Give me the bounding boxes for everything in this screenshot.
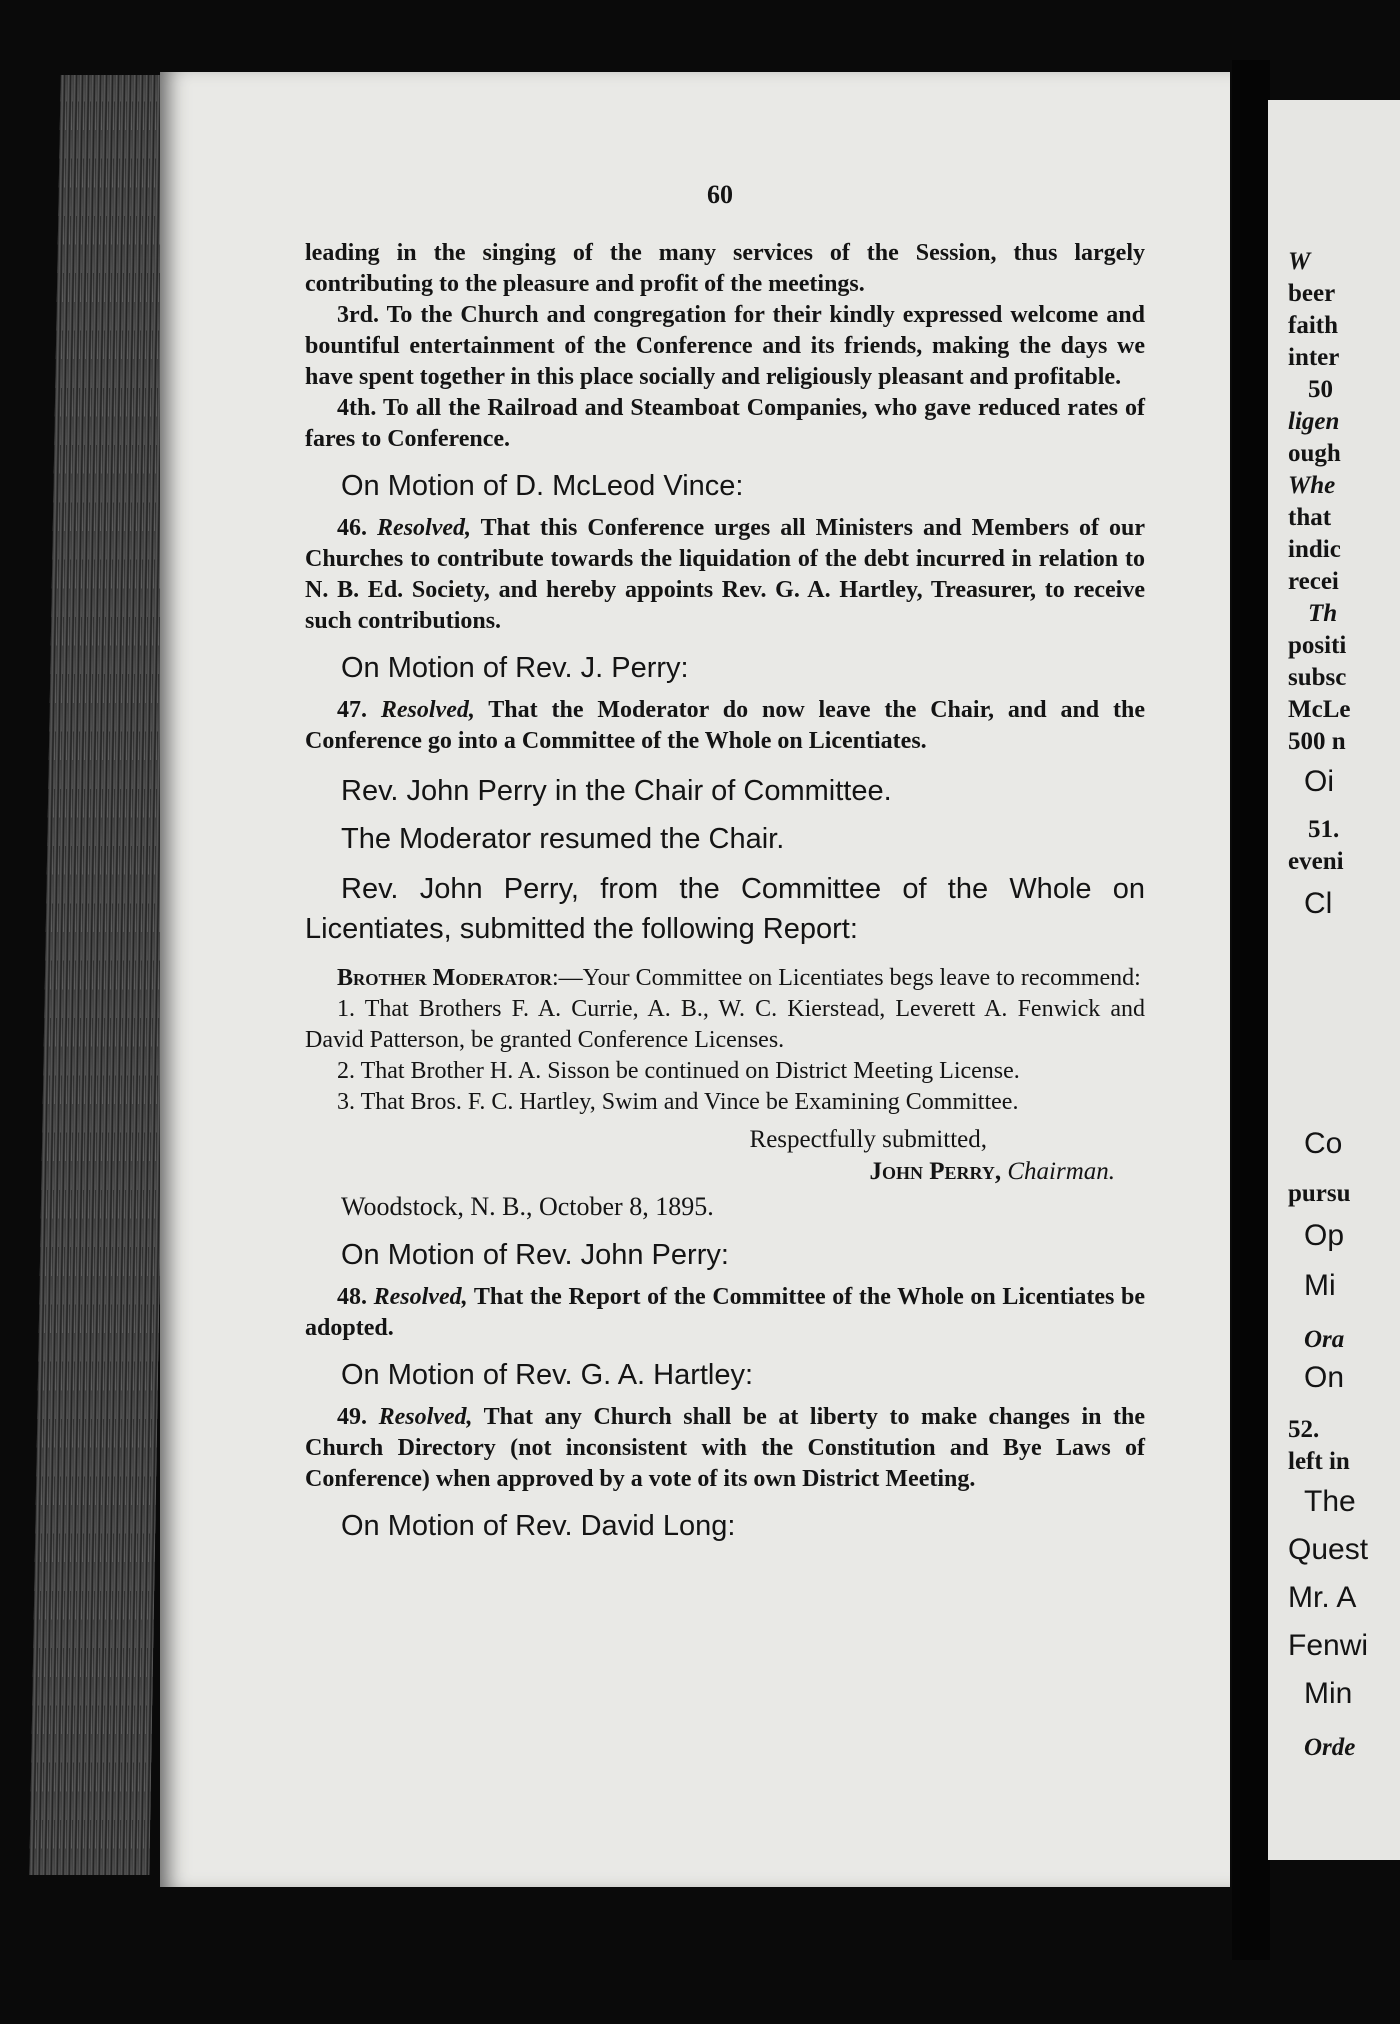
resolved-word: Resolved, (373, 1284, 468, 1310)
motion-heading-perry: On Motion of Rev. J. Perry: (341, 652, 689, 684)
fragment: left in (1288, 1448, 1350, 1475)
report-item-3: 3. That Bros. F. C. Hartley, Swim and Vince be Examining Committee. (337, 1089, 1019, 1115)
page-text (305, 238, 1145, 1553)
fragment: ough (1288, 440, 1341, 467)
resolution-number: 48. (337, 1284, 367, 1310)
fragment: Min (1304, 1677, 1353, 1710)
fragment: Oi (1304, 765, 1334, 798)
fragment: that (1288, 504, 1332, 531)
fragment: W (1288, 248, 1311, 275)
fragment: eveni (1288, 848, 1344, 875)
fragment: Whe (1288, 472, 1336, 499)
resolution-text: That the Report of the Committee of the Whole on Licentiates be adopted. (305, 1284, 1145, 1341)
fragment: Mr. A (1288, 1581, 1357, 1614)
fragment: On (1304, 1361, 1345, 1394)
fragment: positi (1288, 632, 1347, 659)
chair-of-committee: Rev. John Perry in the Chair of Committee. (341, 775, 892, 807)
motion-heading-john-perry: On Motion of Rev. John Perry: (341, 1239, 729, 1271)
fragment: subsc (1288, 664, 1347, 691)
fragment: The (1304, 1485, 1356, 1518)
book-page-edges (29, 75, 180, 1875)
fragment: Cl (1304, 887, 1333, 920)
resolution-number: 49. (337, 1404, 367, 1430)
resolution-46 (305, 513, 1145, 637)
respectfully-submitted: Respectfully submitted, (749, 1126, 987, 1153)
fragment: Quest (1288, 1533, 1369, 1566)
resolution-text: That the Moderator do now leave the Chair, and and the Conference go into a Committee of the Whole on Licentiates. (305, 697, 1145, 754)
paragraph-intro: leading in the singing of the many services of the Session, thus largely contributing to the pleasure and profit of the meetings. (305, 240, 1145, 297)
fragment: Fenwi (1288, 1629, 1369, 1662)
resolution-48 (305, 1282, 1145, 1344)
fragment: Ora (1304, 1326, 1345, 1353)
fragment: Op (1304, 1219, 1345, 1252)
fragment: Th (1308, 600, 1338, 627)
paragraph-third-thanks: 3rd. To the Church and congregation for their kindly expressed welcome and bountiful entertainment of the Conference and its friends, making the days we have spent together in this place socially and religiously pleasant and profitable. (305, 302, 1145, 390)
resolved-word: Resolved, (377, 515, 472, 541)
fragment: 500 n (1288, 728, 1346, 755)
resolution-47 (305, 695, 1145, 757)
fragment: Orde (1304, 1734, 1356, 1761)
fragment: recei (1288, 568, 1339, 595)
motion-heading-long: On Motion of Rev. David Long: (341, 1510, 736, 1542)
fragment: Co (1304, 1127, 1343, 1160)
report-opening-text: :—Your Committee on Licentiates begs leave to recommend: (552, 965, 1141, 991)
right-page-fragment (1268, 100, 1400, 1860)
resolution-text: That any Church shall be at liberty to make changes in the Church Directory (not inconsistent with the Constitution and Bye Laws of Conference) when approved by a vote of its own District Meeting. (305, 1404, 1145, 1492)
page-number: 60 (707, 180, 733, 209)
report-salutation: Brother Moderator (337, 965, 553, 991)
fragment: Mi (1304, 1269, 1336, 1302)
resolution-number: 46. (337, 515, 367, 541)
resolved-word: Resolved, (378, 1404, 473, 1430)
perry-report-heading: Rev. John Perry, from the Committee of the Whole on Licentiates, submitted the following Report: (305, 873, 1145, 945)
paragraph-fourth-thanks: 4th. To all the Railroad and Steamboat Companies, who gave reduced rates of fares to Conference. (305, 395, 1145, 452)
fragment: faith (1288, 312, 1338, 339)
fragment: beer (1288, 280, 1336, 307)
moderator-resumed: The Moderator resumed the Chair. (341, 823, 785, 855)
resolution-text: That this Conference urges all Ministers and Members of our Churches to contribute towards the liquidation of the debt incurred in relation to N. B. Ed. Society, and hereby appoints Rev. G. A. Hartley, Treasurer, to receive such contributions. (305, 515, 1145, 634)
motion-heading-vince: On Motion of D. McLeod Vince: (341, 470, 744, 502)
fragment: 50 (1308, 376, 1333, 403)
report-opening (305, 963, 1145, 994)
place-and-date: Woodstock, N. B., October 8, 1895. (341, 1192, 714, 1221)
signer-name: John Perry, (869, 1158, 1002, 1185)
fragment: McLe (1288, 696, 1351, 723)
resolved-word: Resolved, (380, 697, 475, 723)
motion-heading-hartley: On Motion of Rev. G. A. Hartley: (341, 1359, 754, 1391)
signature (305, 1156, 1145, 1188)
report-item-2: 2. That Brother H. A. Sisson be continued on District Meeting License. (337, 1058, 1020, 1084)
resolution-49 (305, 1402, 1145, 1495)
book-gutter (1232, 60, 1270, 1960)
fragment: pursu (1288, 1180, 1351, 1207)
fragment: ligen (1288, 408, 1340, 435)
fragment: 52. (1288, 1416, 1320, 1443)
fragment: inter (1288, 344, 1340, 371)
fragment: indic (1288, 536, 1341, 563)
report-item-1: 1. That Brothers F. A. Currie, A. B., W. C. Kierstead, Leverett A. Fenwick and David Patterson, be granted Conference Licenses. (305, 996, 1145, 1053)
fragment: 51. (1308, 816, 1340, 843)
resolution-number: 47. (337, 697, 367, 723)
signer-title: Chairman. (1007, 1158, 1115, 1185)
